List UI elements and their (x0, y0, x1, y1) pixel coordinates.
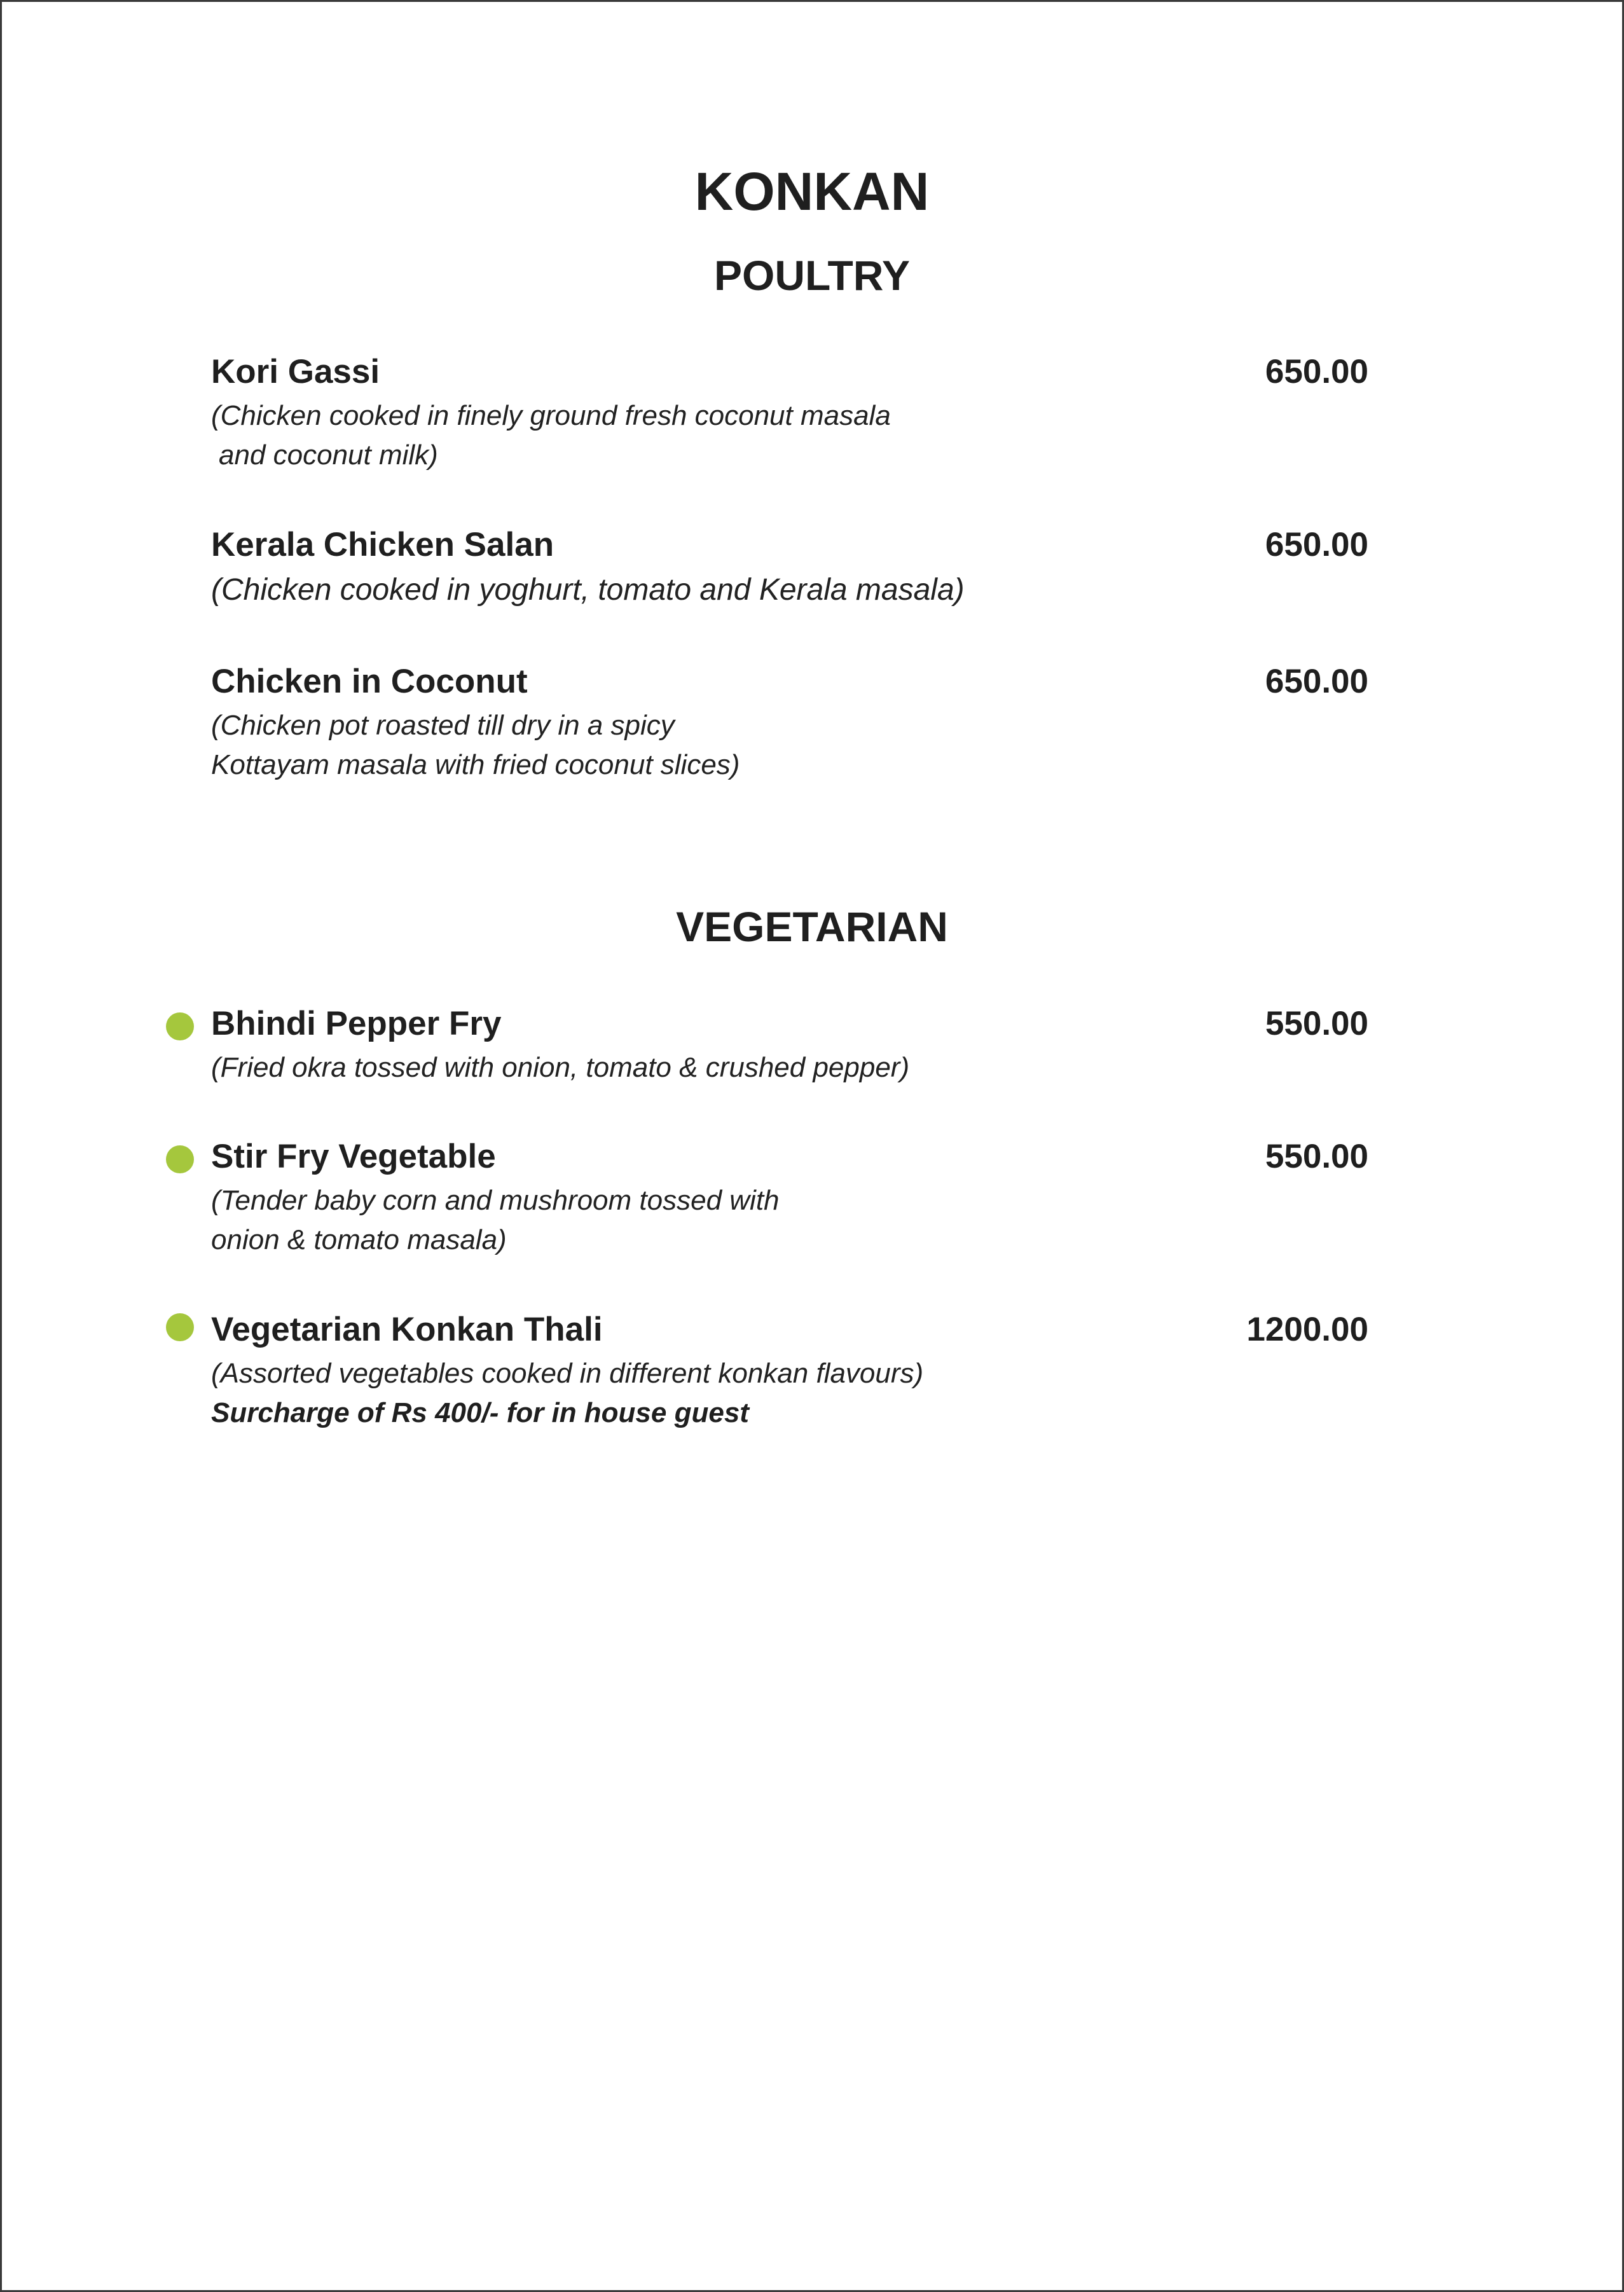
menu-item-kori-gassi (211, 352, 1368, 475)
menu-item-vegetarian-konkan-thali (211, 1309, 1368, 1433)
surcharge-note: Surcharge of Rs 400/- for in house guest (211, 1397, 749, 1428)
item-description-line: onion & tomato masala) (211, 1224, 507, 1255)
item-name: Kerala Chicken Salan (211, 526, 554, 563)
item-description-line: (Tender baby corn and mushroom tossed with (211, 1185, 780, 1216)
item-name: Stir Fry Vegetable (211, 1138, 496, 1175)
item-description (211, 1048, 1368, 1087)
item-name: Bhindi Pepper Fry (211, 1005, 502, 1042)
item-description-line: (Chicken cooked in finely ground fresh coconut masala (211, 400, 891, 431)
item-name: Vegetarian Konkan Thali (211, 1311, 603, 1348)
menu-item-stir-fry-vegetable (211, 1136, 1368, 1260)
item-price: 550.00 (1265, 1138, 1368, 1175)
item-description (211, 1181, 1368, 1260)
item-description-line: Kottayam masala with fried coconut slices) (211, 749, 740, 780)
item-description-line: (Chicken cooked in yoghurt, tomato and Kerala masala) (211, 573, 965, 607)
item-price: 650.00 (1265, 663, 1368, 700)
item-description-line: (Fried okra tossed with onion, tomato & crushed pepper) (211, 1052, 910, 1083)
item-price: 1200.00 (1246, 1311, 1368, 1348)
veg-marker-icon (166, 1313, 194, 1341)
item-description-line: and coconut milk) (219, 439, 438, 471)
menu-item-chicken-in-coconut (211, 661, 1368, 785)
item-name: Chicken in Coconut (211, 663, 528, 700)
section-heading-vegetarian: VEGETARIAN (676, 903, 948, 950)
item-name: Kori Gassi (211, 353, 380, 390)
menu-item-bhindi-pepper-fry (211, 1004, 1368, 1087)
item-price: 650.00 (1265, 353, 1368, 390)
item-description-line: (Chicken pot roasted till dry in a spicy (211, 710, 675, 741)
section-heading-poultry: POULTRY (714, 252, 910, 299)
item-description (211, 1354, 1368, 1393)
item-description-line: (Assorted vegetables cooked in different konkan flavours) (211, 1358, 924, 1389)
item-description (211, 396, 1368, 475)
item-price: 650.00 (1265, 526, 1368, 563)
item-description (211, 569, 1368, 611)
menu-title: KONKAN (694, 162, 930, 221)
item-description (211, 706, 1368, 785)
menu-item-kerala-chicken-salan (211, 525, 1368, 611)
veg-marker-icon (166, 1145, 194, 1173)
veg-marker-icon (166, 1012, 194, 1040)
item-price: 550.00 (1265, 1005, 1368, 1042)
